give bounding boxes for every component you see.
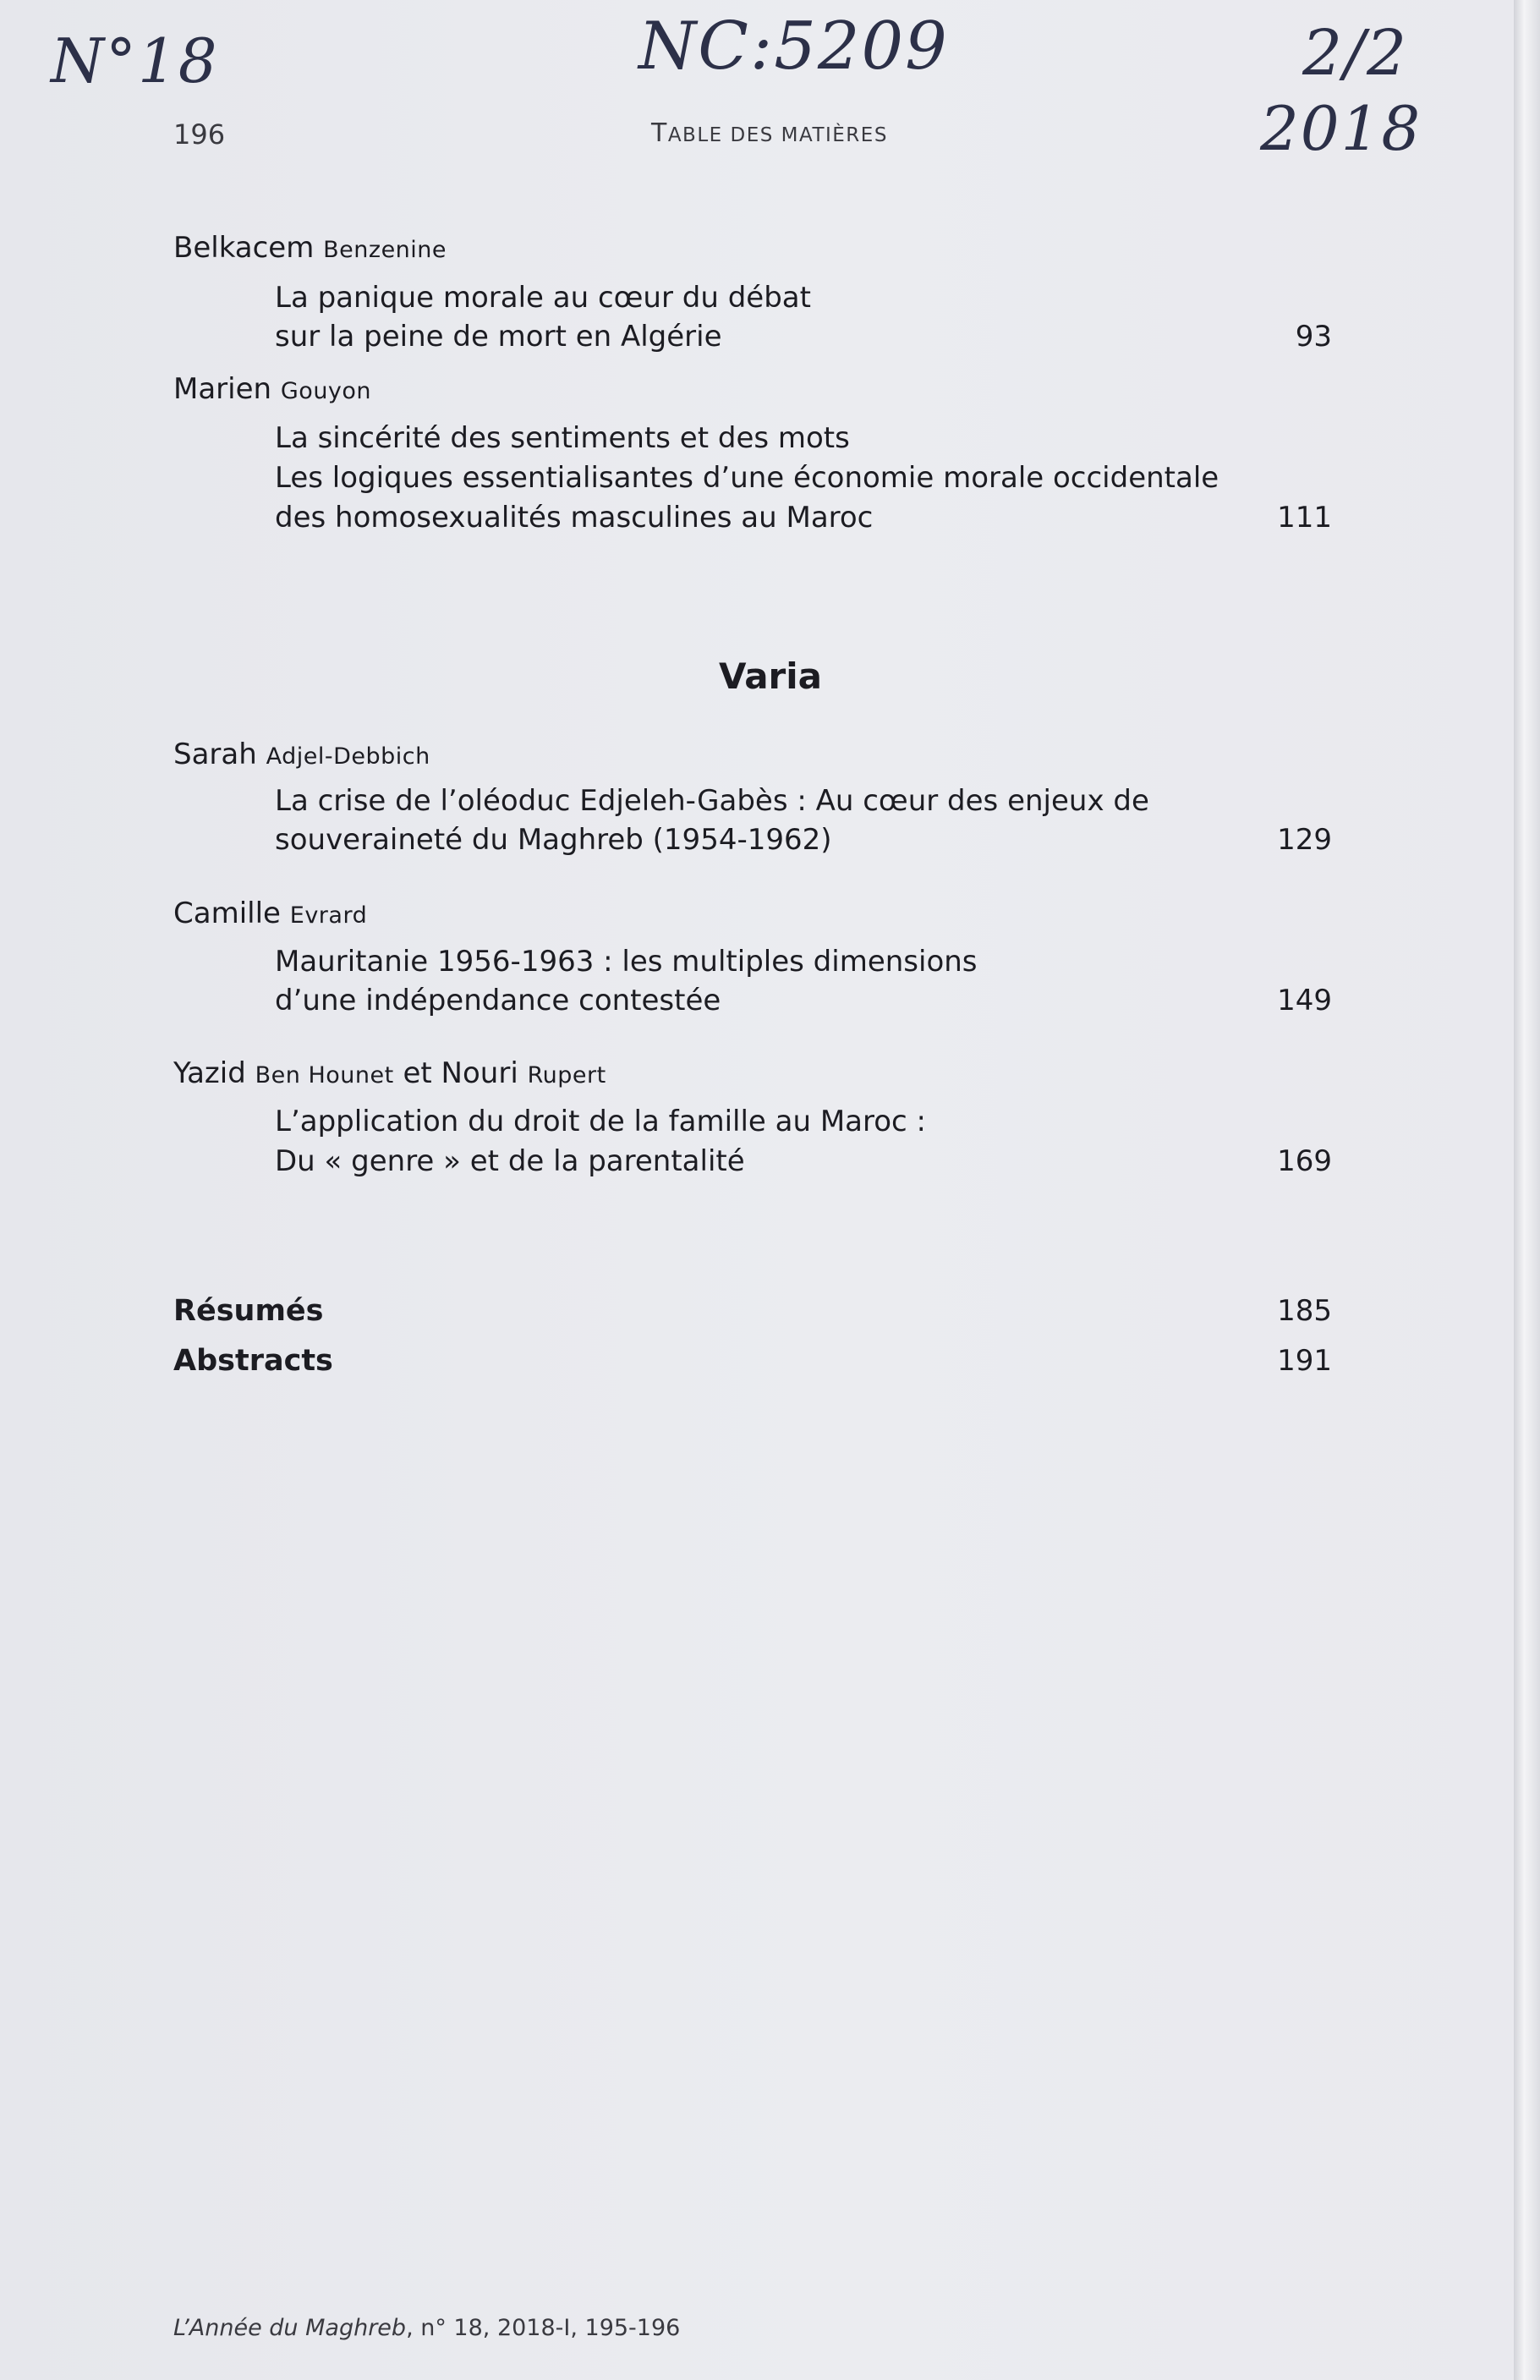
entry-author: Belkacem Benzenine [173,231,447,265]
entry-title-line: L’application du droit de la famille au Maroc : [275,1105,926,1138]
entry-page: 169 [1277,1144,1332,1178]
handwritten-fraction: 2/2 [1302,17,1409,90]
handwritten-number: N°18 [51,25,219,96]
entry-page: 129 [1277,823,1332,857]
entry-title-line: La panique morale au cœur du débat [275,281,811,315]
abstracts-label: Abstracts [173,1344,333,1378]
running-title: TABLE DES MATIÈRES [651,118,888,148]
entry-title-line: souveraineté du Maghreb (1954-1962) [275,823,832,857]
entry-title-line: sur la peine de mort en Algérie [275,320,722,354]
entry-title-line: Les logiques essentialisantes d’une économie morale occidentale [275,461,1219,495]
entry-author: Sarah Adjel-Debbich [173,738,430,771]
entry-title-line: La crise de l’oléoduc Edjeleh-Gabès : Au cœur des enjeux de [275,784,1149,818]
resumes-label: Résumés [173,1294,324,1328]
entry-author: Camille Evrard [173,897,368,930]
entry-page: 149 [1277,984,1332,1017]
entry-title-line: des homosexualités masculines au Maroc [275,501,874,535]
entry-page: 93 [1295,320,1332,354]
footer-citation: L’Année du Maghreb, n° 18, 2018-I, 195-196 [173,2315,681,2341]
handwritten-year: 2018 [1260,93,1422,164]
page-edge [1514,0,1540,2380]
entry-author: Yazid Ben Hounet et Nouri Rupert [173,1056,606,1090]
entry-title-line: d’une indépendance contestée [275,984,721,1017]
section-title-varia: Varia [719,655,823,697]
entry-author: Marien Gouyon [173,372,372,406]
entry-title-line: Mauritanie 1956-1963 : les multiples dimensions [275,945,978,979]
entry-title-line: Du « genre » et de la parentalité [275,1144,745,1178]
resumes-page: 185 [1277,1294,1332,1328]
page-number: 196 [173,118,226,151]
abstracts-page: 191 [1277,1344,1332,1378]
handwritten-code: NC:5209 [638,8,949,85]
entry-page: 111 [1277,501,1332,535]
entry-title-line: La sincérité des sentiments et des mots [275,421,850,455]
